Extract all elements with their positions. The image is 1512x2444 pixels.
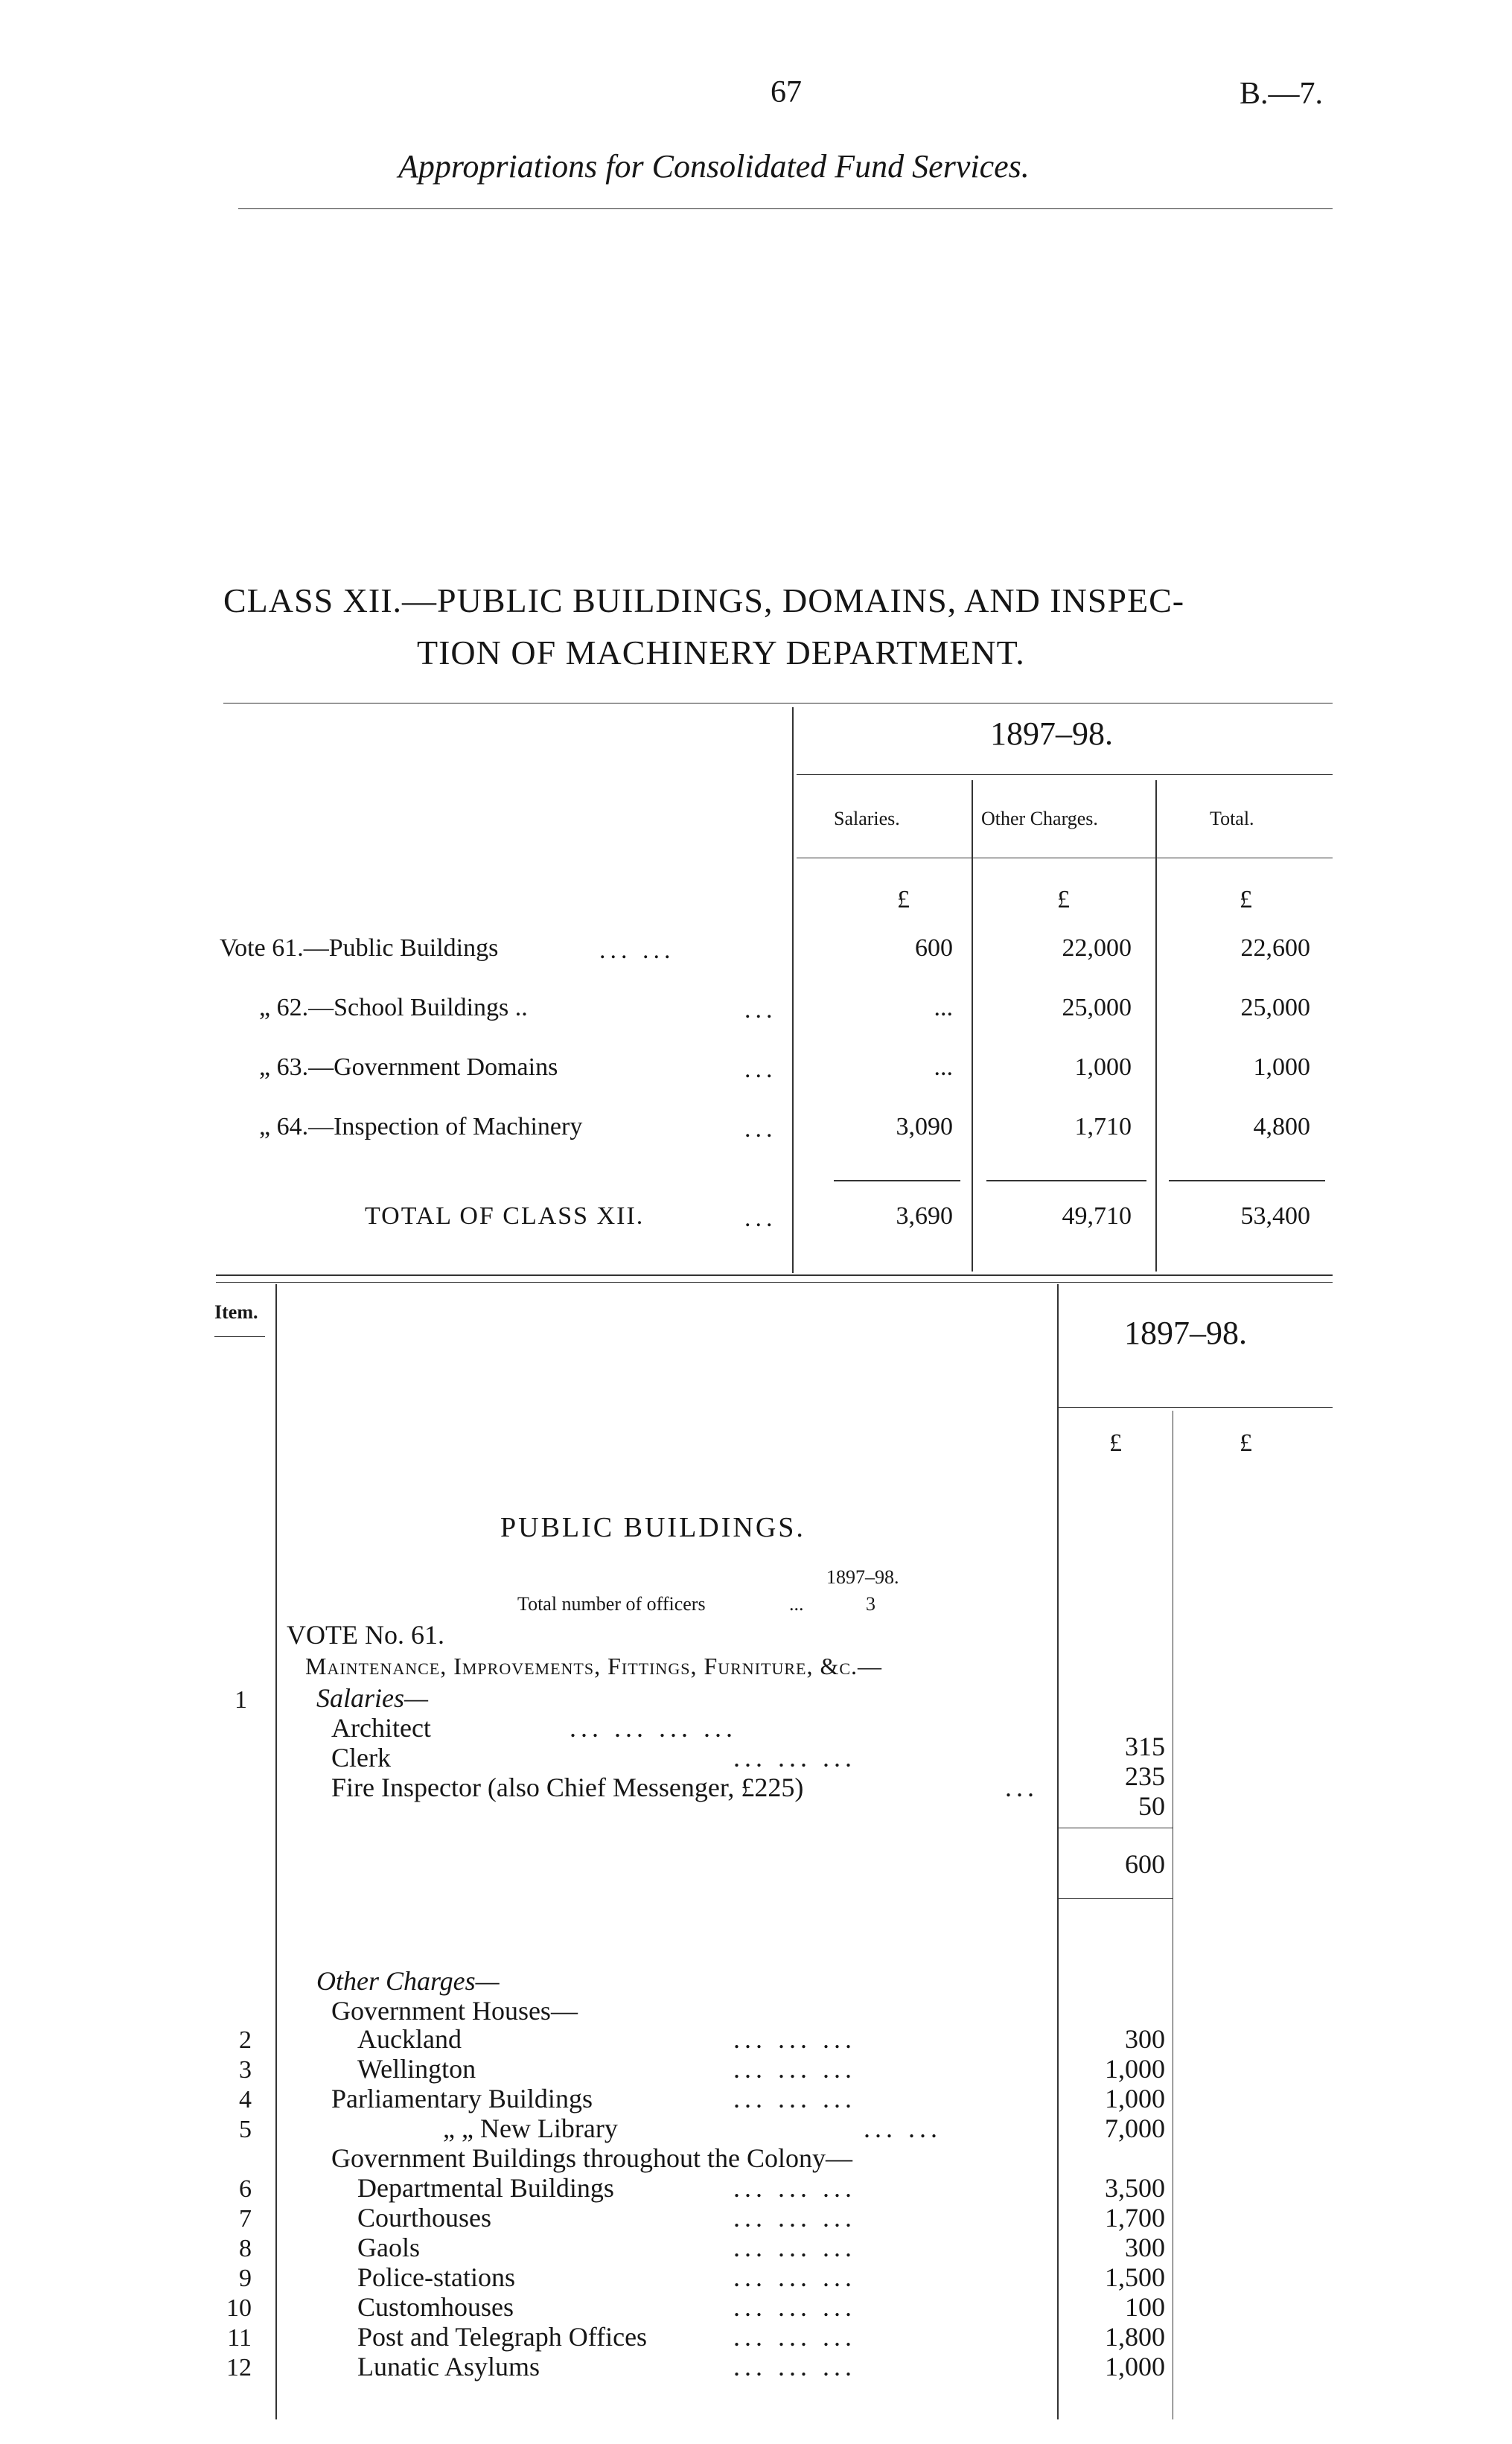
- charge-value: 1,000: [1105, 2352, 1165, 2381]
- summary-other-charges: 1,000: [1074, 1053, 1132, 1081]
- charge-value: 7,000: [1105, 2113, 1165, 2143]
- detail-year: 1897–98.: [1124, 1315, 1247, 1351]
- leader-dots: ... ... ...: [733, 2084, 856, 2113]
- class-heading-line1: CLASS XII.—PUBLIC BUILDINGS, DOMAINS, AND INSPEC-: [223, 581, 1185, 619]
- charge-label: „ „ New Library: [443, 2113, 618, 2143]
- salary-label: Fire Inspector (also Chief Messenger, £225): [331, 1773, 804, 1802]
- item-number: 5: [239, 2116, 252, 2143]
- leader-dots: ... ... ...: [733, 2203, 856, 2233]
- leader-dots: ...: [744, 1056, 777, 1083]
- charge-label: Courthouses: [357, 2203, 491, 2233]
- charge-value: 1,000: [1105, 2054, 1165, 2084]
- maintenance-heading: Maintenance, Improvements, Fittings, Furniture, &c.—: [305, 1653, 883, 1679]
- summary-salaries: 3,090: [896, 1113, 953, 1140]
- summary-row-label: Vote 61.—Public Buildings: [220, 934, 499, 962]
- salary-label: Architect: [331, 1713, 431, 1743]
- charge-value: 300: [1125, 2233, 1165, 2262]
- officers-year: 1897–98.: [826, 1566, 899, 1588]
- leader-dots: ... ... ...: [733, 2262, 856, 2292]
- detail-top-rule-2: [216, 1282, 1333, 1283]
- summary-col-divider-2: [1155, 780, 1157, 1272]
- leader-dots: ... ... ...: [733, 2233, 856, 2262]
- charge-value: 3,500: [1105, 2173, 1165, 2203]
- vote-heading: VOTE No. 61.: [287, 1620, 444, 1650]
- leader-dots: ...: [744, 996, 777, 1024]
- item-number: 11: [227, 2324, 252, 2352]
- charge-value: 1,700: [1105, 2203, 1165, 2233]
- leader-dots: ... ... ... ...: [570, 1713, 737, 1743]
- summary-total: 4,800: [1253, 1113, 1310, 1140]
- item-number: 8: [239, 2235, 252, 2262]
- currency-symbol: £: [1057, 886, 1070, 913]
- leader-dots: ... ...: [864, 2113, 942, 2143]
- government-houses-heading: Government Houses—: [331, 1996, 578, 2026]
- summary-total: 25,000: [1240, 994, 1310, 1021]
- page-title: Appropriations for Consolidated Fund Services.: [398, 148, 1030, 185]
- charge-value: 1,800: [1105, 2322, 1165, 2352]
- summary-row-label: „ 63.—Government Domains: [259, 1053, 558, 1081]
- item-number: 7: [239, 2205, 252, 2233]
- summary-total: 22,600: [1240, 934, 1310, 962]
- leader-dots: ...: [744, 1115, 777, 1143]
- officers-count: 3: [866, 1593, 875, 1615]
- charge-value: 100: [1125, 2292, 1165, 2322]
- charge-label: Lunatic Asylums: [357, 2352, 540, 2381]
- total-rule: [1169, 1180, 1325, 1181]
- col-salaries: Salaries.: [834, 808, 900, 829]
- charge-label: Gaols: [357, 2233, 420, 2262]
- total-rule: [834, 1180, 960, 1181]
- charge-value: 1,000: [1105, 2084, 1165, 2113]
- leader-dots: ... ... ...: [733, 2352, 856, 2381]
- summary-total-other-charges: 49,710: [1062, 1202, 1132, 1230]
- other-charges-heading: Other Charges—: [316, 1966, 500, 1996]
- item-number: 6: [239, 2175, 252, 2203]
- item-number: 10: [226, 2294, 252, 2322]
- salary-subtotal: 600: [1125, 1849, 1165, 1879]
- item-number: 1: [235, 1686, 247, 1714]
- currency-symbol: £: [897, 886, 910, 913]
- item-number: 4: [239, 2086, 252, 2113]
- item-number: 3: [239, 2056, 252, 2084]
- subtotal-rule: [1057, 1898, 1173, 1899]
- summary-other-charges: 22,000: [1062, 934, 1132, 962]
- charge-label: Departmental Buildings: [357, 2173, 614, 2203]
- item-header: Item.: [214, 1301, 258, 1323]
- summary-salaries: ...: [934, 1053, 953, 1081]
- leader-dots: ...: [744, 1205, 777, 1232]
- leader-dots: ... ... ...: [733, 1743, 856, 1773]
- summary-other-charges: 1,710: [1074, 1113, 1132, 1140]
- item-number: 12: [226, 2354, 252, 2381]
- leader-dots: ...: [789, 1593, 804, 1615]
- leader-dots: ... ... ...: [733, 2292, 856, 2322]
- col-total: Total.: [1210, 808, 1254, 829]
- header-divider: [238, 208, 1333, 209]
- summary-label-divider: [792, 707, 794, 1273]
- summary-salaries: 600: [915, 934, 953, 962]
- currency-symbol: £: [1109, 1429, 1122, 1457]
- leader-dots: ... ...: [599, 937, 675, 964]
- leader-dots: ... ... ...: [733, 2024, 856, 2054]
- summary-total-salaries: 3,690: [896, 1202, 953, 1230]
- salaries-heading: Salaries—: [316, 1683, 429, 1713]
- summary-salaries: ...: [934, 994, 953, 1021]
- summary-total-label: TOTAL OF CLASS XII.: [365, 1202, 645, 1230]
- salary-value: 315: [1125, 1732, 1165, 1761]
- summary-total-total: 53,400: [1240, 1202, 1310, 1230]
- leader-dots: ...: [1005, 1773, 1039, 1802]
- government-buildings-heading: Government Buildings throughout the Colony—: [331, 2143, 852, 2173]
- charge-value: 1,500: [1105, 2262, 1165, 2292]
- section-title: PUBLIC BUILDINGS.: [500, 1512, 806, 1543]
- page-number: 67: [771, 75, 802, 109]
- summary-row-label: „ 64.—Inspection of Machinery: [259, 1113, 583, 1140]
- charge-label: Police-stations: [357, 2262, 515, 2292]
- currency-symbol: £: [1240, 886, 1252, 913]
- class-heading-line2: TION OF MACHINERY DEPARTMENT.: [417, 634, 1025, 671]
- charge-label: Parliamentary Buildings: [331, 2084, 593, 2113]
- currency-symbol: £: [1240, 1429, 1252, 1457]
- total-rule: [986, 1180, 1146, 1181]
- charge-label: Post and Telegraph Offices: [357, 2322, 648, 2352]
- salary-label: Clerk: [331, 1743, 391, 1773]
- item-column-divider: [275, 1284, 277, 2419]
- summary-col-divider-1: [972, 780, 973, 1272]
- item-header-rule: [214, 1336, 265, 1337]
- salary-value: 235: [1125, 1761, 1165, 1791]
- summary-row-label: „ 62.—School Buildings ..: [259, 994, 528, 1021]
- detail-year-rule: [1057, 1407, 1333, 1408]
- document-reference: B.—7.: [1240, 77, 1324, 111]
- salary-value: 50: [1138, 1791, 1165, 1821]
- item-number: 9: [239, 2265, 252, 2292]
- leader-dots: ... ... ...: [733, 2322, 856, 2352]
- charge-label: Customhouses: [357, 2292, 514, 2322]
- officers-label: Total number of officers: [517, 1593, 706, 1615]
- leader-dots: ... ... ...: [733, 2054, 856, 2084]
- col-other-charges: Other Charges.: [981, 808, 1098, 829]
- charge-value: 300: [1125, 2024, 1165, 2054]
- detail-top-rule: [216, 1274, 1333, 1276]
- summary-year: 1897–98.: [990, 715, 1113, 752]
- leader-dots: ... ... ...: [733, 2173, 856, 2203]
- item-number: 2: [239, 2026, 252, 2054]
- charge-label: Wellington: [357, 2054, 476, 2084]
- summary-year-rule: [797, 774, 1333, 775]
- charge-label: Auckland: [357, 2024, 462, 2054]
- summary-total: 1,000: [1253, 1053, 1310, 1081]
- summary-other-charges: 25,000: [1062, 994, 1132, 1021]
